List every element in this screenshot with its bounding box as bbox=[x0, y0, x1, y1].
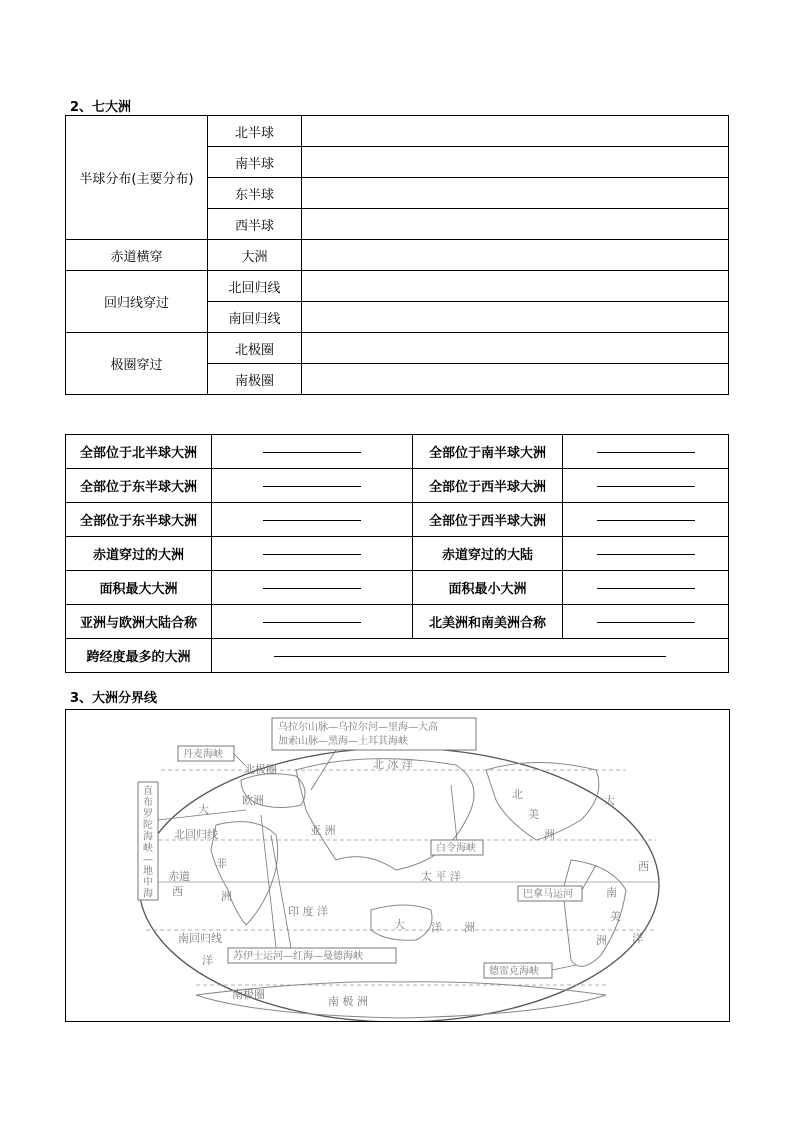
tropics-label: 回归线穿过 bbox=[66, 271, 208, 333]
south-america-label-1: 南 bbox=[606, 886, 617, 899]
answer-cell[interactable] bbox=[302, 178, 729, 209]
world-map bbox=[65, 709, 730, 1022]
north-america-label-1: 北 bbox=[512, 788, 523, 801]
world-map-svg bbox=[66, 710, 729, 1021]
north-america-label-3: 洲 bbox=[544, 828, 555, 841]
row-label: 北极圈 bbox=[208, 333, 302, 364]
question-label: 面积最大大洲 bbox=[66, 571, 212, 605]
question-label: 赤道穿过的大陆 bbox=[413, 537, 563, 571]
answer-blank[interactable] bbox=[212, 605, 413, 639]
arctic-ocean-label: 北 冰 洋 bbox=[373, 758, 413, 771]
row-label: 南半球 bbox=[208, 147, 302, 178]
europe-label: 欧洲 bbox=[242, 794, 264, 807]
polar-label: 极圈穿过 bbox=[66, 333, 208, 395]
indian-ocean-label: 印 度 洋 bbox=[288, 905, 328, 918]
question-label: 全部位于北半球大洲 bbox=[66, 435, 212, 469]
atlantic-left-label-2: 西 bbox=[172, 885, 183, 898]
gibraltar-char: 海 bbox=[143, 831, 153, 843]
gibraltar-char: 罗 bbox=[143, 808, 153, 820]
row-label: 南回归线 bbox=[208, 302, 302, 333]
gibraltar-char: 峡 bbox=[143, 843, 153, 854]
question-label: 全部位于东半球大洲 bbox=[66, 503, 212, 537]
row-label: 大洲 bbox=[208, 240, 302, 271]
question-label: 北美洲和南美洲合称 bbox=[413, 605, 563, 639]
panama-pointer bbox=[582, 865, 596, 890]
atlantic-left-label-3: 洋 bbox=[202, 954, 213, 967]
denmark-label: 丹麦海峡 bbox=[183, 749, 223, 760]
answer-blank[interactable] bbox=[563, 435, 729, 469]
answer-cell[interactable] bbox=[302, 147, 729, 178]
atlantic-right-label-2: 西 bbox=[638, 860, 649, 873]
bering-pointer bbox=[451, 785, 457, 840]
answer-blank[interactable] bbox=[212, 435, 413, 469]
antarctica-label: 南 极 洲 bbox=[328, 995, 368, 1008]
question-label: 跨经度最多的大洲 bbox=[66, 639, 212, 673]
antarctic-circle-label: 南极圈 bbox=[232, 988, 265, 1001]
answer-cell[interactable] bbox=[302, 209, 729, 240]
tropic-capricorn-label: 南回归线 bbox=[178, 932, 222, 945]
row-label: 北半球 bbox=[208, 116, 302, 147]
suez-label: 苏伊士运河—红海—曼德海峡 bbox=[233, 951, 363, 962]
answer-cell[interactable] bbox=[302, 333, 729, 364]
gibraltar-char: 海 bbox=[143, 888, 153, 900]
oceania-label-1: 大 bbox=[394, 918, 405, 931]
gibraltar-char: 陀 bbox=[143, 820, 153, 832]
row-label: 南极圈 bbox=[208, 364, 302, 395]
question-label: 赤道穿过的大洲 bbox=[66, 537, 212, 571]
gibraltar-char: 布 bbox=[143, 797, 153, 809]
asia-label: 亚 洲 bbox=[310, 824, 336, 837]
gibraltar-char: 地 bbox=[143, 865, 153, 877]
drake-label: 德雷克海峡 bbox=[489, 966, 539, 977]
answer-blank[interactable] bbox=[563, 605, 729, 639]
answer-cell[interactable] bbox=[302, 240, 729, 271]
oceania-label-2: 洋 bbox=[431, 921, 442, 934]
equator-label: 赤道 bbox=[168, 870, 190, 883]
suez-pointer bbox=[261, 815, 276, 948]
africa-label-1: 非 bbox=[216, 857, 227, 870]
answer-blank-long[interactable] bbox=[212, 639, 729, 673]
atlantic-right-label-3: 洋 bbox=[632, 932, 643, 945]
answer-blank[interactable] bbox=[563, 571, 729, 605]
map-outline bbox=[139, 748, 659, 1021]
hemisphere-label: 半球分布(主要分布) bbox=[66, 116, 208, 240]
question-label: 全部位于东半球大洲 bbox=[66, 469, 212, 503]
section-3-title: 3、大洲分界线 bbox=[70, 691, 158, 706]
answer-blank[interactable] bbox=[563, 503, 729, 537]
north-america-label-2: 美 bbox=[528, 808, 539, 821]
answer-blank[interactable] bbox=[563, 469, 729, 503]
north-america-shape bbox=[486, 763, 599, 841]
question-label: 全部位于西半球大洲 bbox=[413, 469, 563, 503]
drake-pointer bbox=[552, 965, 576, 970]
bering-label: 白令海峡 bbox=[436, 843, 476, 854]
answer-blank[interactable] bbox=[563, 537, 729, 571]
answer-blank[interactable] bbox=[212, 537, 413, 571]
gibraltar-label bbox=[143, 784, 153, 900]
question-label: 面积最小大洲 bbox=[413, 571, 563, 605]
gibraltar-char: 中 bbox=[143, 877, 153, 889]
question-label: 全部位于南半球大洲 bbox=[413, 435, 563, 469]
ural-label-line2: 加索山脉—黑海—土耳其海峡 bbox=[278, 736, 408, 747]
arctic-circle-label: 北极圈 bbox=[244, 763, 277, 776]
answer-cell[interactable] bbox=[302, 302, 729, 333]
atlantic-right-label-1: 大 bbox=[604, 794, 615, 807]
answer-cell[interactable] bbox=[302, 364, 729, 395]
row-label: 西半球 bbox=[208, 209, 302, 240]
section-2-title: 2、七大洲 bbox=[70, 100, 132, 115]
south-america-label-2: 美 bbox=[610, 910, 621, 923]
row-label: 北回归线 bbox=[208, 271, 302, 302]
equator-label: 赤道横穿 bbox=[66, 240, 208, 271]
panama-label: 巴拿马运河 bbox=[523, 889, 573, 900]
pacific-label: 太 平 洋 bbox=[421, 870, 461, 883]
answer-cell[interactable] bbox=[302, 116, 729, 147]
row-label: 东半球 bbox=[208, 178, 302, 209]
continents-table bbox=[65, 115, 729, 395]
ural-label-line1: 乌拉尔山脉—乌拉尔河—里海—大高 bbox=[278, 722, 438, 733]
tropic-cancer-label: 北回归线 bbox=[174, 828, 218, 841]
question-label: 全部位于西半球大洲 bbox=[413, 503, 563, 537]
africa-label-2: 洲 bbox=[221, 890, 232, 903]
atlantic-left-label-1: 大 bbox=[198, 803, 209, 816]
gibraltar-char: — bbox=[143, 854, 153, 866]
south-america-label-3: 洲 bbox=[596, 934, 607, 947]
answer-cell[interactable] bbox=[302, 271, 729, 302]
question-label: 亚洲与欧洲大陆合称 bbox=[66, 605, 212, 639]
answer-blank[interactable] bbox=[212, 469, 413, 503]
oceania-label-3: 洲 bbox=[464, 921, 475, 934]
answer-blank[interactable] bbox=[212, 503, 413, 537]
gibraltar-char: 直 bbox=[143, 786, 153, 797]
answer-blank[interactable] bbox=[212, 571, 413, 605]
continents-fill-table bbox=[65, 434, 729, 673]
